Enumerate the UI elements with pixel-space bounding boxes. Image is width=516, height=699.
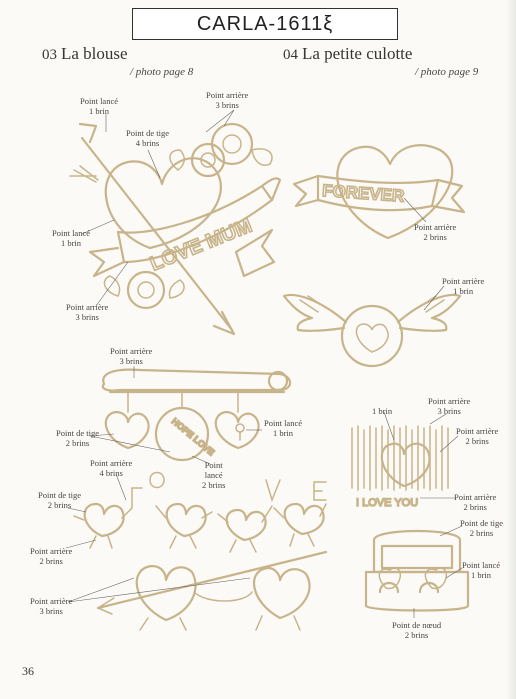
stitch-strands: 2 brins [65, 438, 90, 448]
stitch-label [30, 596, 72, 616]
stitch-strands: 2 brins [469, 528, 494, 538]
stitch-strands: 3 brins [215, 100, 239, 110]
stitch-name: Point lancé [264, 418, 303, 428]
stitch-strands: 1 brin [453, 286, 474, 296]
stitch-strands: 2 brins [463, 502, 487, 512]
stitch-strands: 1 brin [88, 106, 110, 116]
stitch-strands: 1 brin [60, 238, 82, 248]
stitch-label [80, 96, 118, 116]
stitch-label [38, 490, 81, 510]
stitch-label [264, 418, 302, 438]
handwritten-label: CARLA-1611ξ [132, 8, 398, 40]
stitch-label [372, 406, 392, 416]
stitch-name: Point de tige [56, 428, 99, 438]
stitch-name: Point arrière [30, 596, 73, 606]
stitch-strands: 2 brins [47, 500, 72, 510]
stitch-label [90, 458, 132, 478]
photo-reference: / photo page 8 [130, 66, 194, 78]
stitch-name: Point de nœud [392, 620, 442, 630]
stitch-strands: 4 brins [135, 138, 160, 148]
ring-box-motif [366, 531, 468, 611]
stitch-label [454, 492, 496, 512]
page-number: 36 [22, 664, 34, 678]
stitch-label [392, 620, 441, 640]
forever-text: FOREVER [321, 180, 405, 206]
photo-reference: / photo page 9 [415, 66, 479, 78]
stitch-name: Point de tige [38, 490, 81, 500]
stitch-strands: 1 brin [470, 570, 492, 580]
stitch-name: Point arrière [90, 458, 133, 468]
stitch-name: Point lancé [462, 560, 501, 570]
stitch-strands: 2 brins [423, 232, 447, 242]
stitch-name: Point arrière [454, 492, 497, 502]
stitch-label [66, 302, 108, 322]
stitch-name: Point arrière [206, 90, 249, 100]
stitch-name: Point [204, 460, 223, 470]
i-love-you-text: I LOVE YOU [356, 497, 419, 509]
stitch-label [428, 396, 470, 416]
stitch-strands: lancé [204, 470, 223, 480]
winged-heart-motif [284, 295, 460, 366]
stitch-name: Point de tige [460, 518, 503, 528]
stitch-strands: 1 brin [272, 428, 294, 438]
stitch-name: 1 brin [372, 406, 393, 416]
stitch-strands: 3 brins [119, 356, 143, 366]
stitch-strands: 2 brins [202, 480, 226, 490]
stitch-strands: 2 brins [465, 436, 489, 446]
stitch-label [206, 90, 248, 110]
stitch-label [52, 228, 90, 248]
stitch-name: Point de tige [126, 128, 169, 138]
stitch-name: Point arrière [414, 222, 457, 232]
stitch-name: Point arrière [66, 302, 109, 312]
stitch-strands: 2 brins [404, 630, 429, 640]
stitch-label [460, 518, 503, 538]
barcode-heart-motif [352, 426, 448, 509]
love-mum-text: LOVE MUM [147, 214, 256, 276]
stitch-strands: 3 brins [39, 606, 63, 616]
stitch-strands: 3 brins [75, 312, 99, 322]
section-title: La blouse [61, 44, 128, 63]
section-number: 03 [42, 47, 57, 63]
stitch-name: Point arrière [456, 426, 499, 436]
stitch-label [442, 276, 484, 296]
page-gutter-shadow [506, 0, 516, 699]
stitch-strands: 2 brins [39, 556, 63, 566]
section-number: 04 [283, 47, 298, 63]
stitch-label [126, 128, 169, 148]
stitch-strands: 3 brins [437, 406, 461, 416]
safety-pin-motif [103, 370, 290, 460]
stitch-label [456, 426, 498, 446]
two-hearts-motif [98, 552, 326, 630]
stitch-strands: 4 brins [99, 468, 123, 478]
hope-love-text: HOPE LOVE [169, 416, 217, 458]
stitch-name: Point arrière [428, 396, 471, 406]
stitch-name: Point arrière [442, 276, 485, 286]
stitch-label [202, 460, 225, 490]
stitch-name: Point lancé [80, 96, 119, 106]
stitch-name: Point lancé [52, 228, 91, 238]
stitch-label [414, 222, 456, 242]
stitch-name: Point arrière [110, 346, 153, 356]
stitch-label [110, 346, 152, 366]
love-hearts-dancing-motif [74, 473, 326, 553]
stitch-label [462, 560, 500, 580]
stitch-label [56, 428, 99, 448]
section-title: La petite culotte [302, 44, 413, 63]
stitch-label [30, 546, 72, 566]
stitch-name: Point arrière [30, 546, 73, 556]
